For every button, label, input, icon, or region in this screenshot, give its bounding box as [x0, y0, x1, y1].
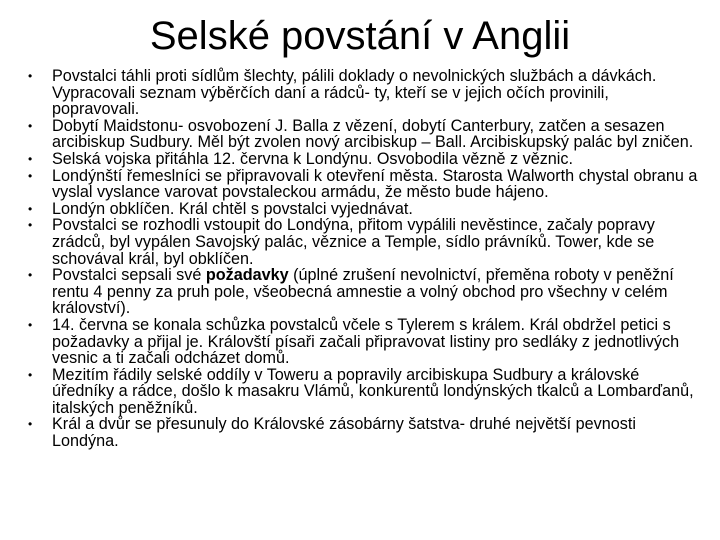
bullet-dot: •: [28, 317, 33, 332]
bullet-item: [28, 201, 700, 218]
bullet-text: Selská vojska přitáhla 12. června k Londýnu. Osvobodila vězně z věznic.: [52, 149, 573, 168]
bullet-text: 14. června se konala schůzka povstalců včele s Tylerem s králem. Král obdržel petici s požadavky a přijal je. Královští písaři začali připravovat listiny pro sedláky z jednotlivých vesnic a ti začali odcházet domů.: [52, 315, 680, 368]
bullet-item: [28, 68, 700, 118]
bullet-item: [28, 168, 700, 201]
bullet-text: Londýn obklíčen. Král chtěl s povstalci vyjednávat.: [52, 199, 413, 218]
bullet-item: [28, 217, 700, 267]
bullet-item: [28, 416, 700, 449]
bullet-dot: •: [28, 268, 33, 283]
bullet-text-after: (úplné zrušení nevolnictví, přeměna roboty v peněžní rentu 4 penny za pruh pole, všeobecná amnestie a volný obchod pro všechny v celém království).: [52, 266, 674, 318]
bullet-dot: •: [28, 201, 33, 216]
bullet-text: Dobytí Maidstonu- osvobození J. Balla z vězení, dobytí Canterbury, zatčen a sesazen arcibiskup Sudbury. Měl být zvolen nový arcibiskup – Ball. Arcibiskupský palác byl zničen.: [52, 116, 694, 152]
bullet-item: [28, 151, 700, 168]
bullet-text-before: Povstalci sepsali své: [52, 266, 206, 285]
bullet-item: [28, 317, 700, 367]
bullet-dot: •: [28, 218, 33, 233]
bullet-dot: •: [28, 168, 33, 183]
bullet-dot: •: [28, 69, 33, 83]
bullet-list: [28, 68, 700, 450]
bullet-item: [28, 118, 700, 151]
bullet-dot: •: [28, 367, 33, 382]
bullet-text: Povstalci se rozhodli vstoupit do Londýna, přitom vypálili nevěstince, začaly popravy zrádců, byl vypálen Savojský palác, věznice a Temple, sídlo právníků. Tower, kde se schovával král, byl obklíčen.: [52, 216, 655, 268]
bullet-item: [28, 267, 700, 317]
bullet-dot: •: [28, 151, 33, 166]
bullet-dot: •: [28, 118, 33, 133]
slide-title: Selské povstání v Anglii: [149, 14, 571, 58]
bullet-text: Povstalci táhli proti sídlům šlechty, pálili doklady o nevolnických službách a dávkách. Vypracovali seznam výběrčích daní a rádců- ty, kteří se v jejich očích provinili, popravovali.: [52, 67, 657, 119]
bullet-text: Mezitím řádily selské oddíly v Toweru a popravily arcibiskupa Sudbury a královské úředníky a rádce, došlo k masakru Vlámů, konkurentů londýnských tkalců a Lombarďanů, italských peněžníků.: [52, 365, 694, 417]
bullet-text: Král a dvůr se přesunuly do Královské zásobárny šatstva- druhé největší pevnosti Londýna.: [52, 415, 636, 451]
bullet-text-bold: požadavky: [205, 266, 289, 285]
bullet-item: [28, 367, 700, 417]
bullet-dot: •: [28, 417, 33, 432]
bullet-text: Londýnští řemeslníci se připravovali k otevření města. Starosta Walworth chystal obranu a vyslal vyslance varovat povstaleckou armádu, že město bude hájeno.: [52, 166, 698, 202]
